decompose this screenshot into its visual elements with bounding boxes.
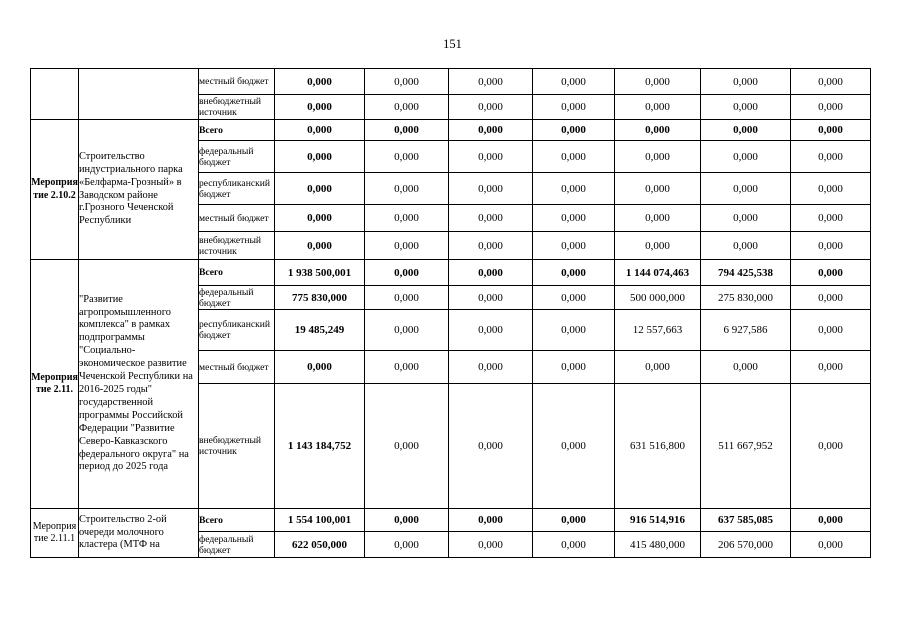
value-cell: 0,000 [615, 351, 701, 384]
source-cell: внебюджетный источник [199, 95, 275, 120]
source-cell: внебюджетный источник [199, 384, 275, 509]
event-cell [31, 69, 79, 120]
value-cell: 0,000 [533, 260, 615, 286]
value-cell: 0,000 [275, 351, 365, 384]
description-cell [79, 69, 199, 120]
value-cell: 0,000 [791, 532, 871, 558]
value-cell: 0,000 [533, 120, 615, 141]
value-cell: 0,000 [365, 173, 449, 205]
description-cell: "Развитие агропромышленного комплекса" в рамках подпрограммы "Социально-экономическое развитие Чеченской Республики на 2016-2025 годы" государственной программы Российской Федерации "Развитие Северо-Кавказского федерального округа" на период до 2025 года [79, 260, 199, 509]
value-cell: 794 425,538 [701, 260, 791, 286]
value-cell: 0,000 [449, 286, 533, 310]
value-cell: 0,000 [791, 120, 871, 141]
value-cell: 0,000 [701, 232, 791, 260]
value-cell: 0,000 [615, 120, 701, 141]
value-cell: 0,000 [791, 351, 871, 384]
value-cell: 0,000 [533, 286, 615, 310]
value-cell: 511 667,952 [701, 384, 791, 509]
value-cell: 0,000 [615, 173, 701, 205]
value-cell: 0,000 [365, 69, 449, 95]
source-cell: местный бюджет [199, 351, 275, 384]
source-cell: внебюджетный источник [199, 232, 275, 260]
value-cell: 916 514,916 [615, 509, 701, 532]
value-cell: 0,000 [449, 95, 533, 120]
value-cell: 0,000 [533, 69, 615, 95]
value-cell: 0,000 [449, 205, 533, 232]
value-cell: 0,000 [701, 141, 791, 173]
source-cell: федеральный бюджет [199, 286, 275, 310]
value-cell: 0,000 [365, 120, 449, 141]
value-cell: 1 144 074,463 [615, 260, 701, 286]
value-cell: 0,000 [701, 69, 791, 95]
value-cell: 0,000 [791, 286, 871, 310]
value-cell: 0,000 [533, 232, 615, 260]
value-cell: 0,000 [365, 310, 449, 351]
value-cell: 0,000 [791, 384, 871, 509]
value-cell: 0,000 [275, 173, 365, 205]
value-cell: 0,000 [791, 310, 871, 351]
budget-table [30, 68, 871, 558]
description-cell: Строительство 2-ой очереди молочного кластера (МТФ на [79, 509, 199, 558]
value-cell: 0,000 [701, 95, 791, 120]
value-cell: 0,000 [449, 310, 533, 351]
value-cell: 0,000 [449, 232, 533, 260]
source-cell: Всего [199, 120, 275, 141]
value-cell: 0,000 [533, 532, 615, 558]
source-cell: Всего [199, 509, 275, 532]
value-cell: 0,000 [533, 95, 615, 120]
value-cell: 0,000 [275, 95, 365, 120]
value-cell: 0,000 [533, 310, 615, 351]
source-cell: федеральный бюджет [199, 141, 275, 173]
value-cell: 0,000 [449, 384, 533, 509]
value-cell: 0,000 [533, 141, 615, 173]
value-cell: 0,000 [449, 351, 533, 384]
value-cell: 0,000 [365, 205, 449, 232]
value-cell: 0,000 [615, 95, 701, 120]
page-number: 151 [443, 37, 462, 51]
value-cell: 19 485,249 [275, 310, 365, 351]
value-cell: 0,000 [791, 509, 871, 532]
value-cell: 0,000 [275, 120, 365, 141]
value-cell: 0,000 [791, 260, 871, 286]
value-cell: 206 570,000 [701, 532, 791, 558]
value-cell: 0,000 [615, 232, 701, 260]
value-cell: 0,000 [701, 173, 791, 205]
value-cell: 415 480,000 [615, 532, 701, 558]
source-cell: местный бюджет [199, 205, 275, 232]
value-cell: 0,000 [275, 141, 365, 173]
table-row [31, 69, 871, 95]
value-cell: 12 557,663 [615, 310, 701, 351]
description-cell: Строительство индустриального парка «Белфарма-Грозный» в Заводском районе г.Грозного Чеченской Республики [79, 120, 199, 260]
value-cell: 1 143 184,752 [275, 384, 365, 509]
value-cell: 0,000 [365, 95, 449, 120]
value-cell: 0,000 [449, 260, 533, 286]
event-cell: Мероприятие 2.10.2 [31, 120, 79, 260]
value-cell: 1 554 100,001 [275, 509, 365, 532]
table-row [31, 120, 871, 141]
value-cell: 0,000 [701, 351, 791, 384]
value-cell: 0,000 [275, 205, 365, 232]
value-cell: 0,000 [615, 69, 701, 95]
value-cell: 0,000 [791, 69, 871, 95]
value-cell: 0,000 [533, 351, 615, 384]
value-cell: 0,000 [365, 384, 449, 509]
value-cell: 1 938 500,001 [275, 260, 365, 286]
value-cell: 6 927,586 [701, 310, 791, 351]
source-cell: местный бюджет [199, 69, 275, 95]
table-row [31, 509, 871, 532]
value-cell: 0,000 [533, 205, 615, 232]
value-cell: 0,000 [615, 141, 701, 173]
value-cell: 0,000 [791, 232, 871, 260]
value-cell: 0,000 [449, 141, 533, 173]
value-cell: 0,000 [449, 120, 533, 141]
value-cell: 0,000 [533, 509, 615, 532]
value-cell: 0,000 [365, 351, 449, 384]
value-cell: 275 830,000 [701, 286, 791, 310]
value-cell: 0,000 [365, 532, 449, 558]
source-cell: Всего [199, 260, 275, 286]
value-cell: 0,000 [275, 232, 365, 260]
value-cell: 775 830,000 [275, 286, 365, 310]
value-cell: 622 050,000 [275, 532, 365, 558]
value-cell: 0,000 [701, 205, 791, 232]
value-cell: 0,000 [365, 286, 449, 310]
source-cell: республиканский бюджет [199, 173, 275, 205]
value-cell: 0,000 [365, 509, 449, 532]
value-cell: 0,000 [533, 173, 615, 205]
value-cell: 0,000 [449, 509, 533, 532]
value-cell: 0,000 [791, 95, 871, 120]
source-cell: федеральный бюджет [199, 532, 275, 558]
value-cell: 0,000 [365, 260, 449, 286]
value-cell: 637 585,085 [701, 509, 791, 532]
value-cell: 0,000 [275, 69, 365, 95]
table-row [31, 260, 871, 286]
value-cell: 0,000 [791, 205, 871, 232]
value-cell: 0,000 [449, 173, 533, 205]
value-cell: 0,000 [365, 232, 449, 260]
value-cell: 0,000 [365, 141, 449, 173]
value-cell: 500 000,000 [615, 286, 701, 310]
source-cell: республиканский бюджет [199, 310, 275, 351]
value-cell: 0,000 [701, 120, 791, 141]
value-cell: 0,000 [533, 384, 615, 509]
event-cell: Мероприятие 2.11. [31, 260, 79, 509]
value-cell: 0,000 [791, 173, 871, 205]
event-cell: Мероприятие 2.11.1 [31, 509, 79, 558]
value-cell: 0,000 [791, 141, 871, 173]
value-cell: 0,000 [615, 205, 701, 232]
value-cell: 631 516,800 [615, 384, 701, 509]
value-cell: 0,000 [449, 532, 533, 558]
value-cell: 0,000 [449, 69, 533, 95]
